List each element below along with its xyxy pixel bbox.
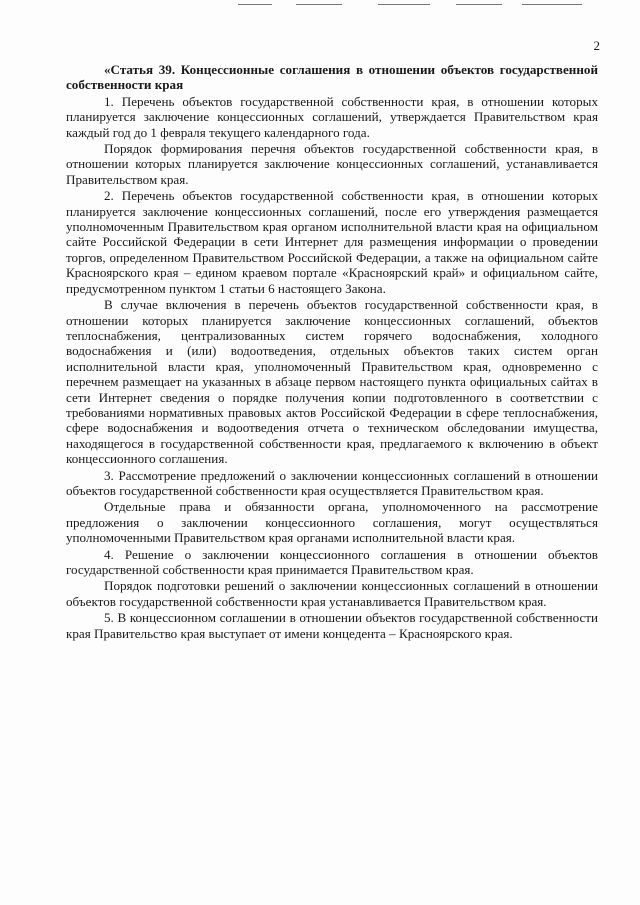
scan-artifact (238, 4, 272, 5)
scan-artifact (522, 4, 582, 5)
paragraph: В случае включения в перечень объектов государственной собственности края, в отношении которых планируется заключение концессионных соглашений, объектов теплоснабжения, централизованных систем горячего водоснабжения, холодного водоснабжения и (или) водоотведения, отдельных объектов таких систем орган исполнительной власти края, уполномоченный Правительством края, одновременно с перечнем размещает на указанных в абзаце первом настоящего пункта официальных сайтах в сети Интернет сведения о порядке получения копии подготовленного в соответствии с требованиями нормативных правовых актов Российской Федерации в сфере теплоснабжения, сфере водоснабжения и водоотведения отчета о техническом обследовании имущества, находящегося в государственной собственности края, предлагаемого к включению в объект концессионного соглашения. (66, 297, 598, 467)
paragraph: Порядок формирования перечня объектов государственной собственности края, в отношении которых планируется заключение концессионных соглашений, устанавливается Правительством края. (66, 141, 598, 187)
document-body (66, 62, 598, 641)
paragraph: 2. Перечень объектов государственной собственности края, в отношении которых планируется заключение концессионных соглашений, после его утверждения размещается уполномоченным Правительством края органом исполнительной власти края на официальном сайте Российской Федерации в сети Интернет для размещения информации о проведении торгов, определенном Правительством Российской Федерации, а также на официальном сайте Красноярского края – едином краевом портале «Красноярский край» и официальном сайте, предусмотренном пунктом 1 статьи 6 настоящего Закона. (66, 188, 598, 296)
paragraph: 3. Рассмотрение предложений о заключении концессионных соглашений в отношении объектов государственной собственности края осуществляется Правительством края. (66, 467, 598, 498)
paragraph: 5. В концессионном соглашении в отношении объектов государственной собственности края Правительство края выступает от имени концедента – Красноярского края. (66, 610, 598, 641)
paragraph: 1. Перечень объектов государственной собственности края, в отношении которых планируется заключение концессионных соглашений, утверждается Правительством края каждый год до 1 февраля текущего календарного года. (66, 93, 598, 140)
page-number: 2 (593, 38, 600, 53)
article-heading: «Статья 39. Концессионные соглашения в отношении объектов государственной собственности края (66, 62, 598, 93)
scan-artifact (378, 4, 430, 5)
paragraph: Порядок подготовки решений о заключении концессионных соглашений в отношении объектов государственной собственности края устанавливается Правительством края. (66, 578, 598, 609)
scan-artifact (456, 4, 502, 5)
paragraph: Отдельные права и обязанности органа, уполномоченного на рассмотрение предложения о заключении концессионного соглашения, могут осуществляться уполномоченными Правительством края органами исполнительной власти края. (66, 499, 598, 546)
scan-artifact (296, 4, 342, 5)
paragraph: 4. Решение о заключении концессионного соглашения в отношении объектов государственной собственности края принимается Правительством края. (66, 546, 598, 577)
